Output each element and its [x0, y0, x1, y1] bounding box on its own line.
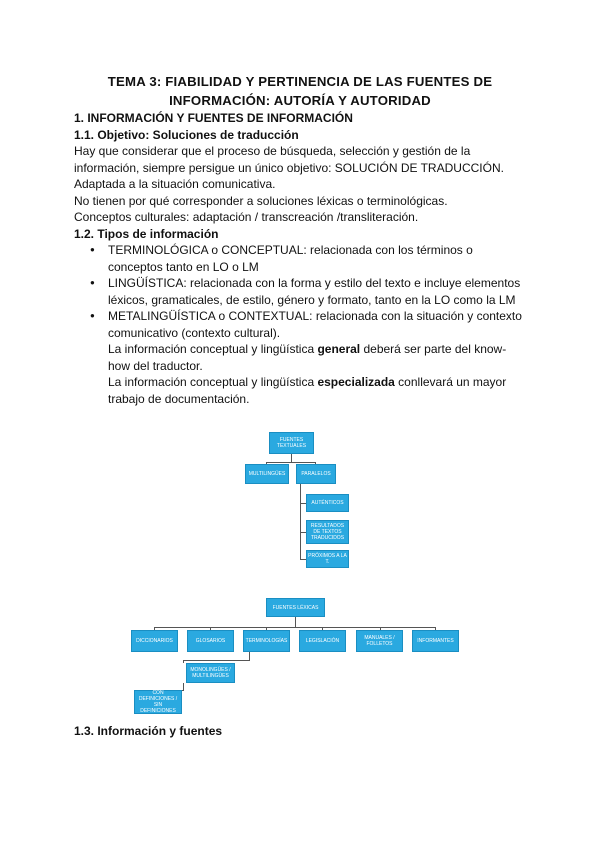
title-line-1: TEMA 3: FIABILIDAD Y PERTINENCIA DE LAS FUENTES DE: [107, 74, 493, 89]
list-item: ● LINGÜÍSTICA: relacionada con la forma y estilo del texto e incluye elementos léxicos, gramaticales, de estilo, género y formato, tanto en la LO como la LM: [90, 275, 522, 308]
list-item: ● TERMINOLÓGICA o CONCEPTUAL: relacionada con los términos o conceptos tanto en LO o LM: [90, 242, 522, 275]
subsection-heading-info-sources: 1.3. Información y fuentes: [74, 724, 223, 738]
proximos-node: PRÓXIMOS A LA T.: [306, 550, 349, 568]
text-line: Adaptada a la situación comunicativa.: [74, 177, 276, 191]
title-line-2: INFORMACIÓN: AUTORÍA Y AUTORIDAD: [169, 93, 431, 108]
glosarios-node: GLOSARIOS: [187, 630, 234, 652]
text-line: Hay que considerar que el proceso de búsqueda, selección y gestión de la: [74, 144, 471, 158]
multilingues-node: MULTILINGÜES: [245, 464, 289, 484]
legislacion-node: LEGISLACIÓN: [299, 630, 346, 652]
section-heading: 1. INFORMACIÓN Y FUENTES DE INFORMACIÓN: [74, 111, 353, 125]
resultados-node: RESULTADOS DE TEXTOS TRADUCIDOS: [306, 520, 349, 544]
specialized-info-paragraph: La información conceptual y lingüística especializada conllevará un mayor trabajo de documentación.: [108, 375, 507, 406]
subsection-heading-types: 1.2. Tipos de información: [74, 227, 219, 241]
diccionarios-node: DICCIONARIOS: [131, 630, 178, 652]
text-line: Conceptos culturales: adaptación / transcreación /transliteración.: [74, 210, 419, 224]
text-line: No tienen por qué corresponder a soluciones léxicas o terminológicas.: [74, 193, 448, 208]
text-line: información, siempre persigue un único objetivo: SOLUCIÓN DE TRADUCCIÓN.: [74, 160, 504, 175]
fuentes-lexicas-node: FUENTES LÉXICAS: [266, 598, 325, 617]
page-title: [60, 72, 540, 110]
terminologias-node: TERMINOLOGÍAS: [243, 630, 290, 652]
general-info-paragraph: La información conceptual y lingüística general deberá ser parte del know- how del traductor.: [108, 342, 507, 373]
con-definiciones-node: CON DEFINICIONES / SIN DEFINICIONES: [134, 690, 182, 714]
info-types-list: [90, 242, 522, 407]
paralelos-node: PARALELOS: [296, 464, 336, 484]
autenticos-node: AUTÉNTICOS: [306, 494, 349, 512]
informantes-node: INFORMANTES: [412, 630, 459, 652]
fuentes-textuales-node: FUENTES TEXTUALES: [269, 432, 314, 454]
objective-paragraph: [74, 143, 504, 226]
subsection-heading-objective: 1.1. Objetivo: Soluciones de traducción: [74, 128, 299, 142]
manuales-node: MANUALES / FOLLETOS: [356, 630, 403, 652]
monolingues-node: MONOLINGÜES / MULTILINGÜES: [186, 663, 235, 683]
list-item: ● METALINGÜÍSTICA o CONTEXTUAL: relacionada con la situación y contexto comunicativo (contexto cultural).: [90, 308, 522, 341]
